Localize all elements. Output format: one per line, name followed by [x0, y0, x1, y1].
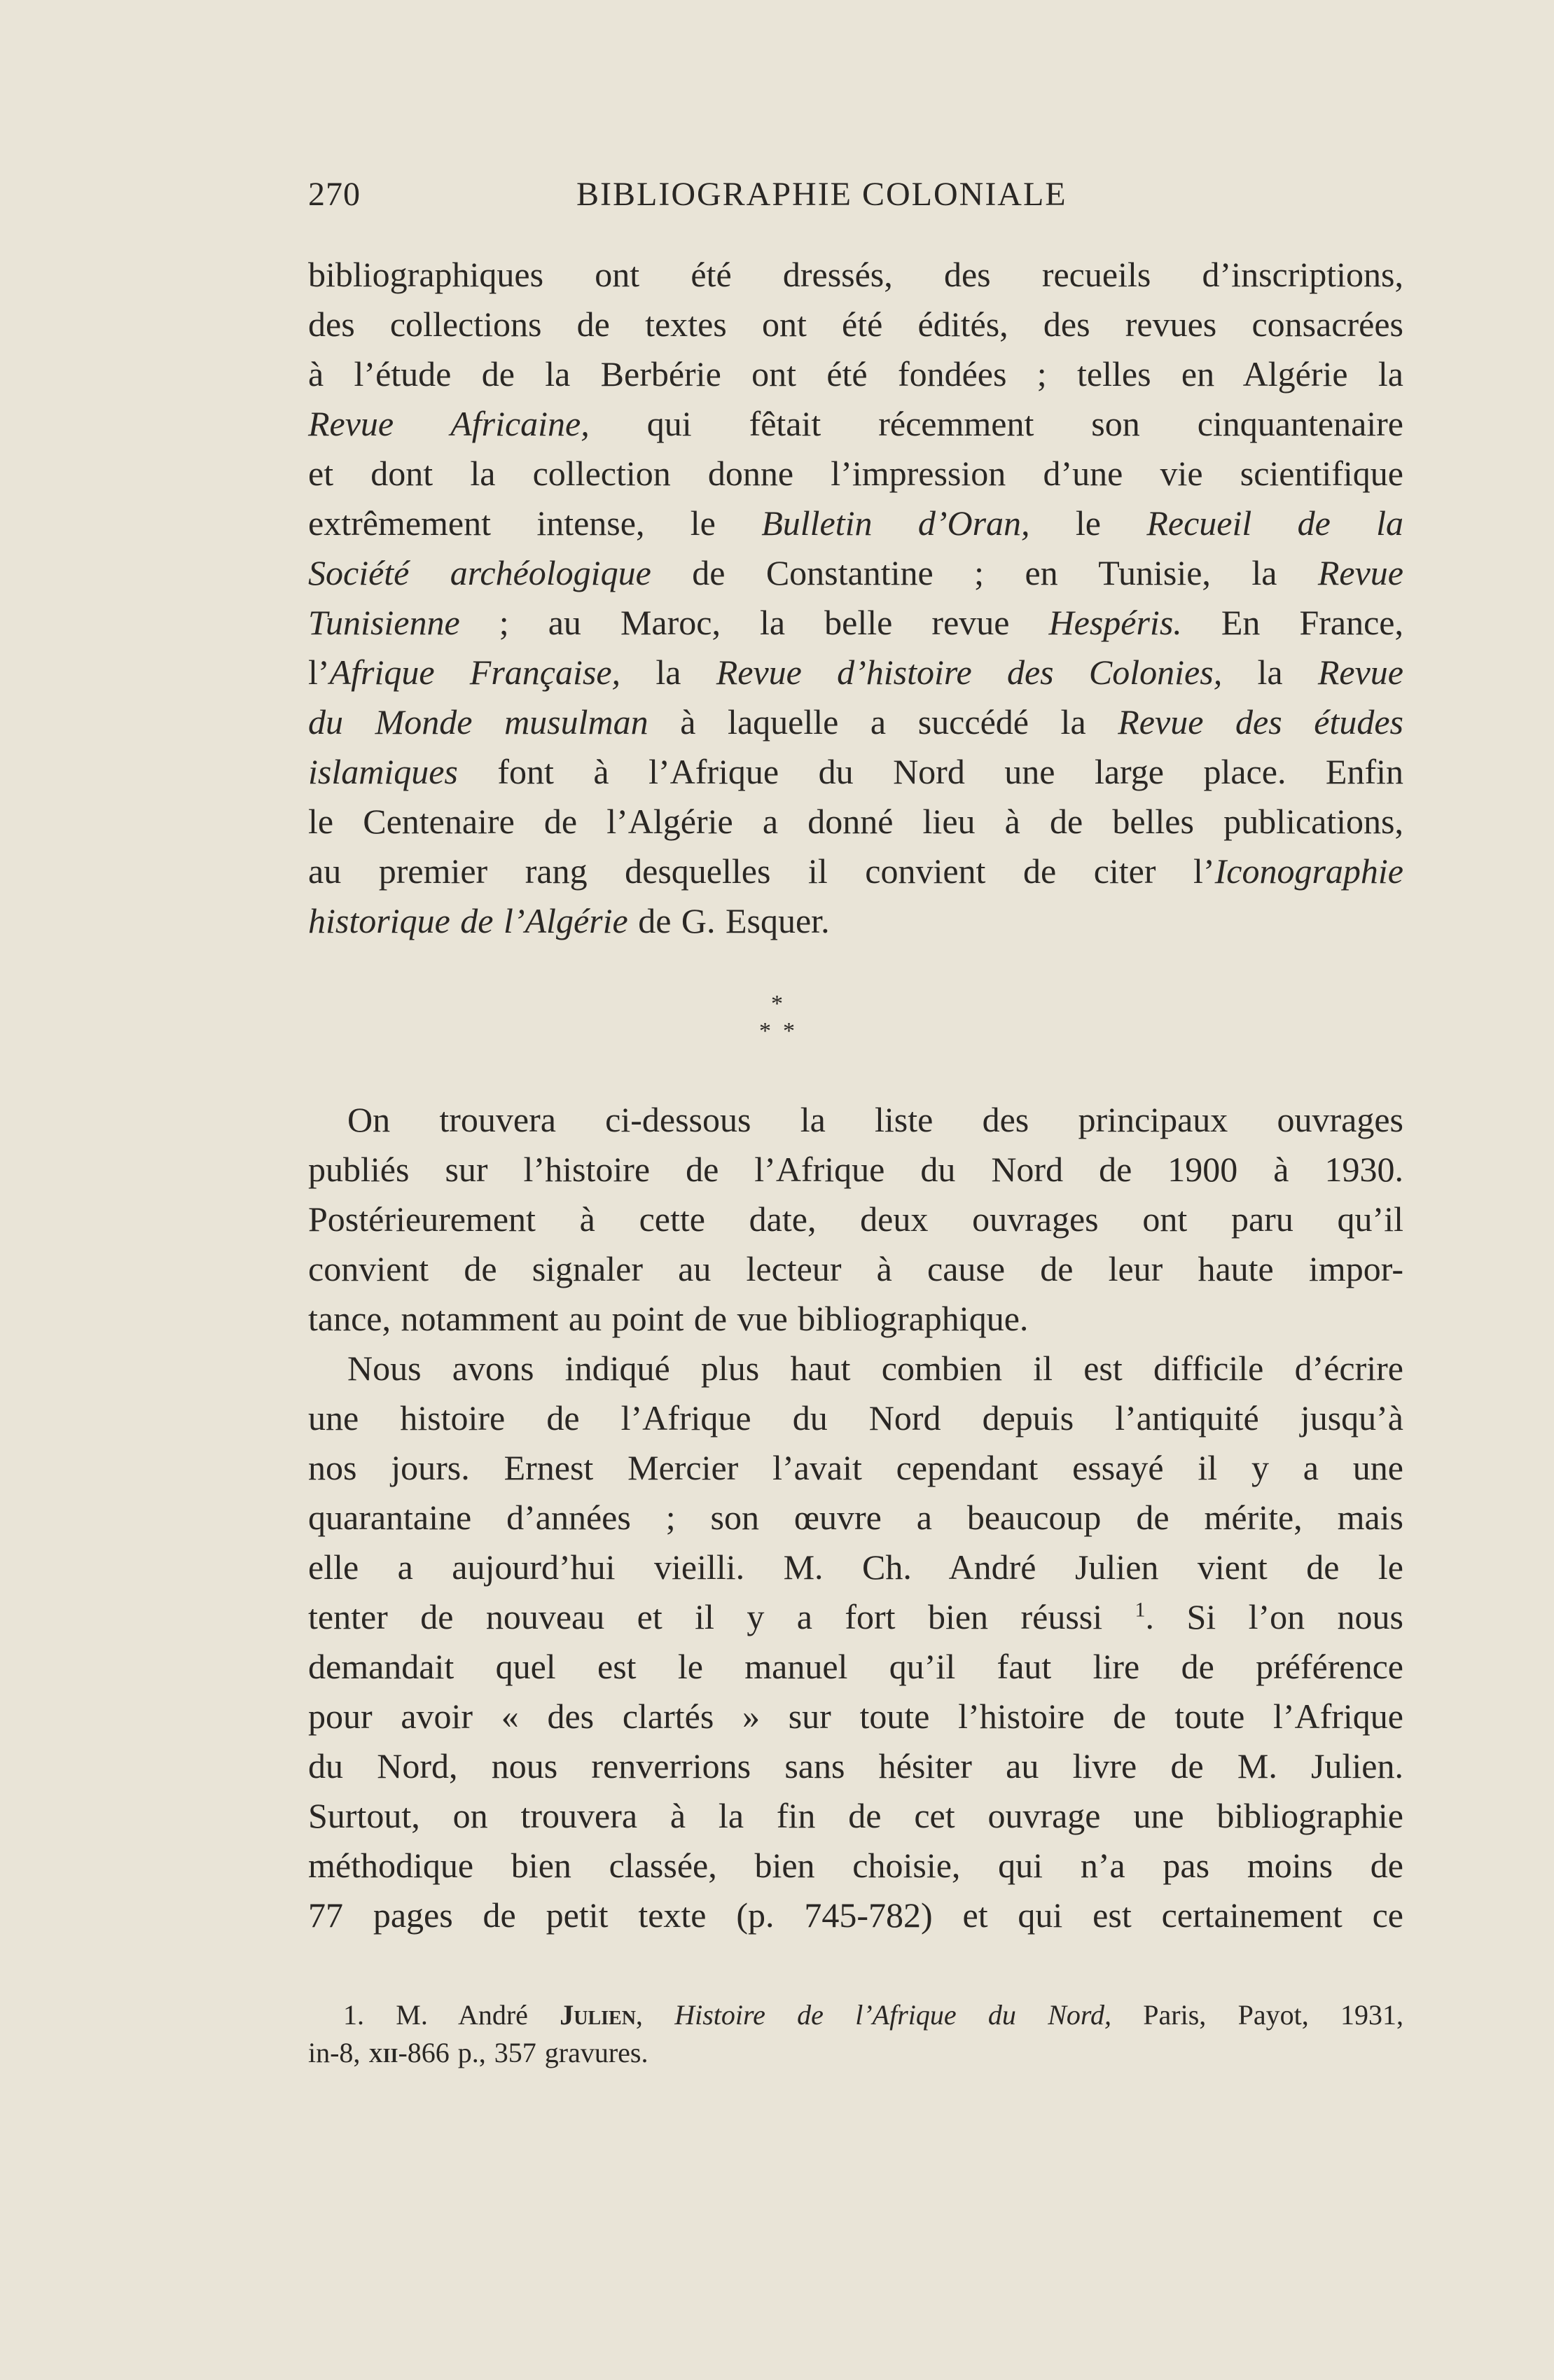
text-run: On trouvera ci-dessous la liste des principaux ouvrages	[347, 1100, 1403, 1139]
text-run: la	[620, 653, 716, 692]
text-line	[308, 1195, 1403, 1244]
text-line	[308, 300, 1403, 349]
text-run: de G. Esquer.	[627, 901, 830, 940]
text-run: du Nord, nous renverrions sans hésiter au livre de M. Julien.	[308, 1746, 1403, 1786]
italic-title: Afrique Française,	[329, 653, 621, 692]
text-line	[308, 896, 1403, 946]
text-run: la	[1222, 653, 1318, 692]
italic-title: Revue	[1317, 653, 1403, 692]
text-line	[308, 847, 1403, 896]
text-run: in-8,	[308, 2037, 369, 2068]
text-run: le	[1029, 503, 1147, 543]
italic-title: Histoire de l’Afrique du Nord,	[674, 1999, 1111, 2031]
text-line	[308, 1294, 1403, 1344]
text-line	[308, 1543, 1403, 1592]
text-line	[308, 250, 1403, 300]
text-line	[308, 2034, 1403, 2072]
italic-title: Revue des études	[1118, 702, 1403, 742]
text-run: à l’étude de la Berbérie ont été fondées ; telles en Algérie la	[308, 354, 1403, 394]
text-line	[308, 1642, 1403, 1692]
text-line	[308, 1692, 1403, 1741]
text-line	[308, 1344, 1403, 1393]
text-run: bibliographiques ont été dressés, des recueils d’inscriptions,	[308, 255, 1403, 294]
asterism-top: *	[771, 991, 783, 1017]
text-run: Paris, Payot, 1931,	[1111, 1999, 1404, 2031]
text-run: des collections de textes ont été édités, des revues consacrées	[308, 305, 1403, 344]
page-number: 270	[308, 176, 361, 213]
text-run: méthodique bien classée, bien choisie, qui n’a pas moins de	[308, 1846, 1403, 1885]
text-line	[308, 697, 1403, 747]
italic-title: Revue	[1317, 553, 1403, 592]
text-run: convient de signaler au lecteur à cause de leur haute impor-	[308, 1249, 1403, 1288]
paragraph-2	[308, 1095, 1403, 1344]
text-run: pour avoir « des clartés » sur toute l’histoire de toute l’Afrique	[308, 1697, 1403, 1736]
italic-title: Revue d’histoire des Colonies,	[716, 653, 1223, 692]
text-line	[308, 1996, 1403, 2034]
text-line	[308, 1393, 1403, 1443]
small-caps-text: Julien	[560, 1999, 636, 2031]
paragraph-3	[308, 1344, 1403, 1940]
italic-title: islamiques	[308, 752, 458, 791]
text-run: font à l’Afrique du Nord une large place. Enfin	[457, 752, 1403, 791]
italic-title: Tunisienne	[308, 603, 460, 642]
text-run: elle a aujourd’hui vieilli. M. Ch. André Julien vient de le	[308, 1547, 1403, 1587]
italic-title: Revue Africaine,	[308, 404, 590, 443]
text-run: En France,	[1181, 603, 1403, 642]
text-line	[308, 1493, 1403, 1543]
text-line	[308, 1095, 1403, 1145]
small-caps-text: xii	[368, 2037, 398, 2068]
italic-title: du Monde musulman	[308, 702, 648, 742]
text-run: l’	[308, 653, 330, 692]
text-line	[308, 1592, 1403, 1642]
text-run: 77 pages de petit texte (p. 745-782) et qui est certainement ce	[308, 1895, 1403, 1935]
text-line	[308, 349, 1403, 399]
paragraph-1	[308, 250, 1403, 946]
text-line	[308, 399, 1403, 449]
text-line	[308, 1443, 1403, 1493]
text-run: Postérieurement à cette date, deux ouvrages ont paru qu’il	[308, 1199, 1403, 1239]
text-line	[308, 1145, 1403, 1195]
text-run: à laquelle a succédé la	[648, 702, 1118, 742]
text-run: tenter de nouveau et il y a fort bien réussi	[308, 1597, 1135, 1636]
italic-title: Iconographie	[1214, 851, 1403, 891]
text-run: ; au Maroc, la belle revue	[459, 603, 1049, 642]
text-run: qui fêtait récemment son cinquantenaire	[589, 404, 1403, 443]
text-run: publiés sur l’histoire de l’Afrique du Nord de 1900 à 1930.	[308, 1150, 1403, 1189]
italic-title: Recueil de la	[1146, 503, 1403, 543]
text-line	[308, 1741, 1403, 1791]
text-run: au premier rang desquelles il convient de citer l’	[308, 851, 1215, 891]
text-run: une histoire de l’Afrique du Nord depuis l’antiquité jusqu’à	[308, 1398, 1403, 1438]
text-run: demandait quel est le manuel qu’il faut lire de préférence	[308, 1647, 1403, 1686]
italic-title: historique de l’Algérie	[308, 901, 628, 940]
text-line	[308, 648, 1403, 697]
footnote	[308, 1996, 1403, 2072]
text-run: Nous avons indiqué plus haut combien il est difficile d’écrire	[347, 1349, 1403, 1388]
text-line	[308, 797, 1403, 847]
text-run: le Centenaire de l’Algérie a donné lieu à de belles publications,	[308, 802, 1403, 841]
text-run: . Si l’on nous	[1145, 1597, 1403, 1636]
italic-title: Bulletin d’Oran,	[761, 503, 1030, 543]
text-line	[308, 598, 1403, 648]
text-run: Surtout, on trouvera à la fin de cet ouvrage une bibliographie	[308, 1796, 1403, 1835]
text-run: nos jours. Ernest Mercier l’avait cependant essayé il y a une	[308, 1448, 1403, 1487]
text-run: extrêmement intense, le	[308, 503, 762, 543]
text-line	[308, 499, 1403, 548]
text-line	[308, 548, 1403, 598]
text-run: quarantaine d’années ; son œuvre a beaucoup de mérite, mais	[308, 1498, 1403, 1537]
text-line	[308, 1891, 1403, 1940]
running-header	[308, 175, 1403, 220]
text-line	[308, 747, 1403, 797]
text-line	[308, 1841, 1403, 1891]
text-run: tance, notamment au point de vue bibliographique.	[308, 1299, 1029, 1338]
text-run: 1. M. André	[343, 1999, 560, 2031]
text-line	[308, 1244, 1403, 1294]
text-line	[308, 449, 1403, 499]
text-line	[308, 1791, 1403, 1841]
text-run: de Constantine ; en Tunisie, la	[651, 553, 1318, 592]
italic-title: Hespéris.	[1048, 603, 1182, 642]
footnote-ref: 1	[1135, 1598, 1146, 1622]
text-run: et dont la collection donne l’impression d’une vie scientifique	[308, 454, 1403, 493]
asterism-bottom: * *	[759, 1018, 795, 1044]
italic-title: Société archéologique	[308, 553, 651, 592]
text-run: -866 p., 357 gravures.	[398, 2037, 648, 2068]
text-run: ,	[635, 1999, 675, 2031]
running-title: BIBLIOGRAPHIE COLONIALE	[576, 176, 1067, 213]
